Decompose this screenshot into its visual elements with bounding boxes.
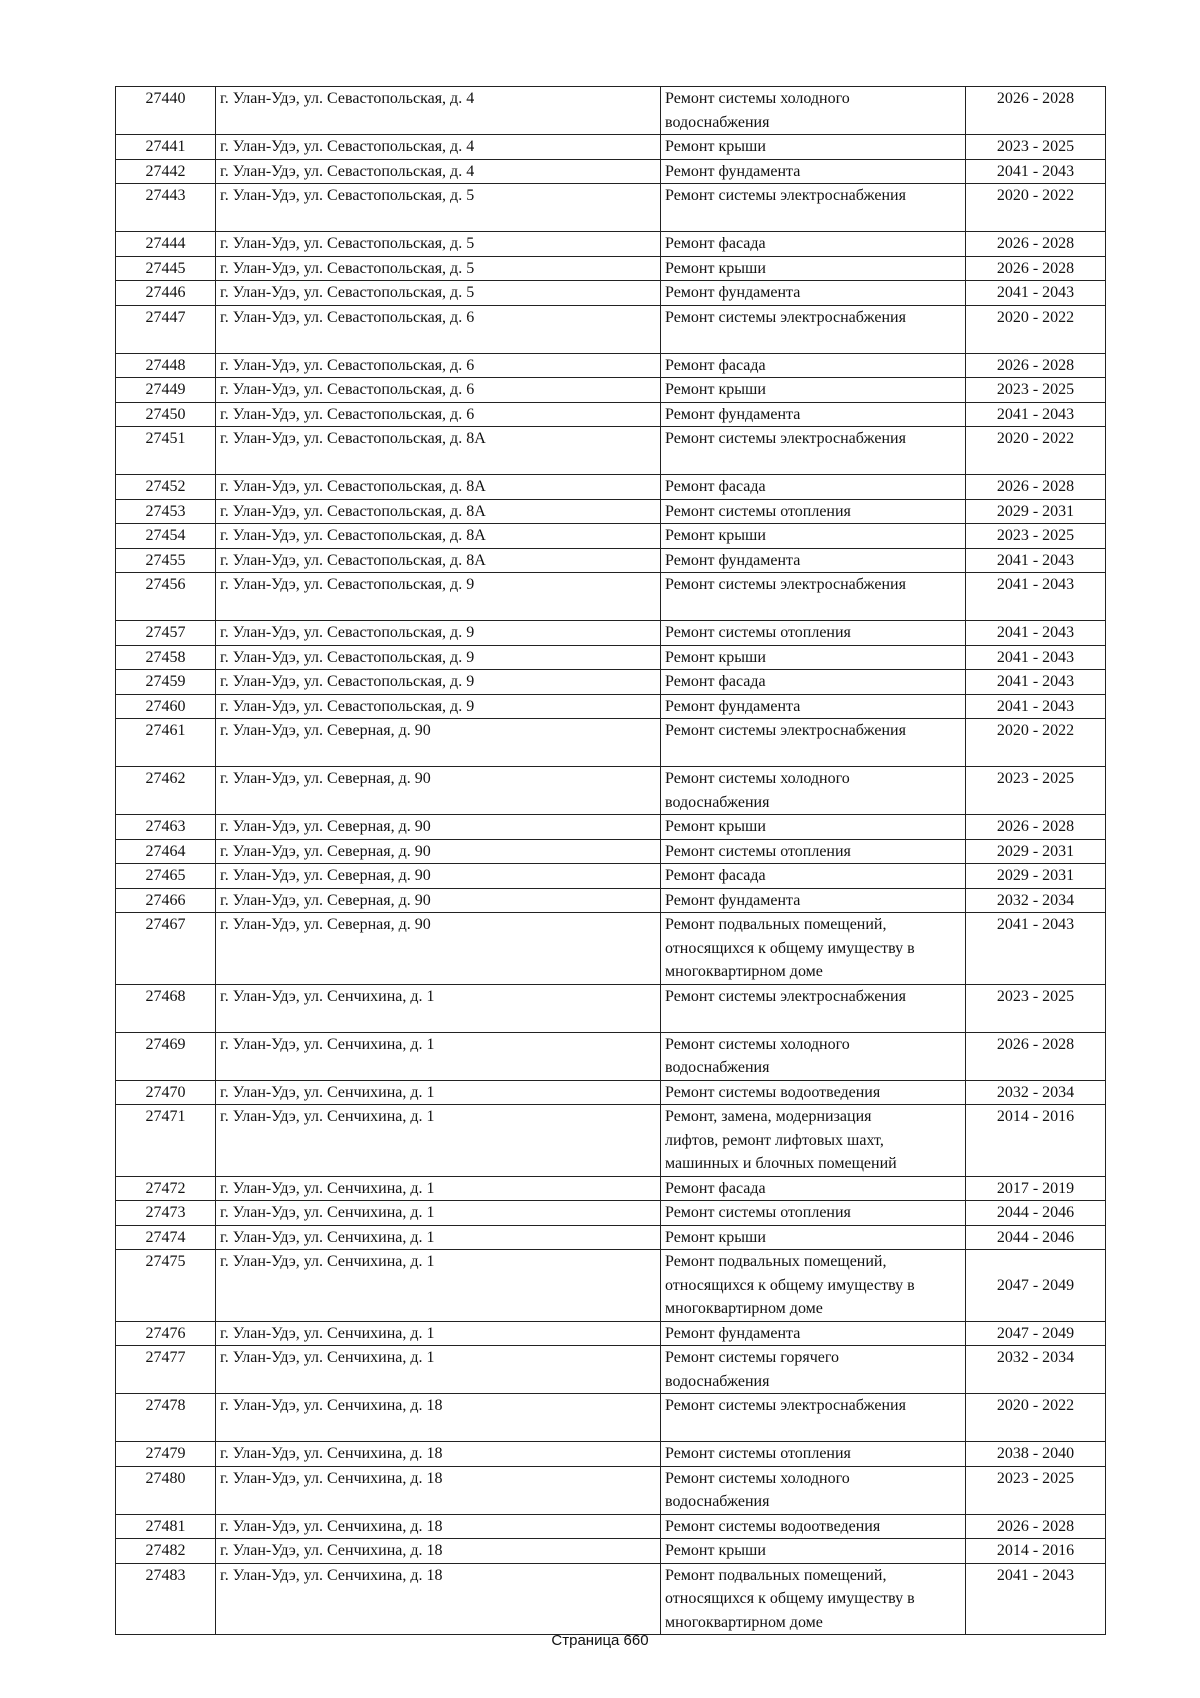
period-cell: 2041 - 2043 [966,694,1106,719]
work-type-cell [661,1539,966,1564]
record-number-cell: 27455 [116,548,216,573]
address-cell: г. Улан-Удэ, ул. Севастопольская, д. 9 [216,645,661,670]
work-type-line: машинных и блочных помещений [665,1155,897,1172]
work-type-line: Ремонт фундамента [665,162,801,180]
work-type-line: Ремонт системы горячего [665,1349,840,1366]
period-cell: 2032 - 2034 [966,888,1106,913]
period-cell: 2020 - 2022 [966,427,1106,475]
work-type-cell [661,159,966,184]
record-number-cell: 27444 [116,232,216,257]
record-number-cell: 27469 [116,1032,216,1080]
work-type-line: Ремонт фундамента [665,1324,801,1342]
record-number-cell: 27459 [116,670,216,695]
period-cell: 2026 - 2028 [966,1514,1106,1539]
work-type-cell [661,1080,966,1105]
work-type-line: Ремонт системы электроснабжения [665,430,906,447]
record-number-cell: 27450 [116,402,216,427]
period-cell: 2047 - 2049 [966,1321,1106,1346]
period-cell: 2020 - 2022 [966,719,1106,767]
address-cell: г. Улан-Удэ, ул. Севастопольская, д. 9 [216,573,661,621]
work-type-cell [661,1032,966,1080]
work-type-line: лифтов, ремонт лифтовых шахт, [665,1131,884,1149]
period-cell: 2023 - 2025 [966,1466,1106,1514]
record-number-cell: 27472 [116,1176,216,1201]
record-number-cell: 27475 [116,1250,216,1322]
table-row [116,524,1106,549]
work-type-line [665,597,961,621]
table-row [116,815,1106,840]
record-number-cell: 27460 [116,694,216,719]
work-type-cell [661,888,966,913]
work-type-cell [661,524,966,549]
address-cell: г. Улан-Удэ, ул. Севастопольская, д. 5 [216,256,661,281]
work-type-line: Ремонт системы отопления [665,842,851,860]
work-type-line: Ремонт системы электроснабжения [665,576,906,593]
page-number: Страница 660 [551,1632,649,1649]
address-cell: г. Улан-Удэ, ул. Севастопольская, д. 8А [216,548,661,573]
period-cell: 2026 - 2028 [966,475,1106,500]
record-number-cell: 27448 [116,353,216,378]
document-page [115,86,1105,1635]
work-type-line: Ремонт подвальных помещений, [665,1566,887,1584]
table-row [116,1346,1106,1394]
record-number-cell: 27454 [116,524,216,549]
table-row [116,402,1106,427]
period-cell: 2023 - 2025 [966,524,1106,549]
period-cell: 2026 - 2028 [966,256,1106,281]
work-type-cell [661,984,966,1032]
record-number-cell: 27476 [116,1321,216,1346]
table-row [116,645,1106,670]
work-type-line: водоснабжения [665,1493,770,1510]
table-row [116,767,1106,815]
record-number-cell: 27443 [116,184,216,232]
record-number-cell: 27473 [116,1201,216,1226]
work-type-line: водоснабжения [665,1059,770,1076]
work-type-cell [661,87,966,135]
work-type-cell [661,378,966,403]
work-type-cell [661,402,966,427]
work-type-line: Ремонт крыши [665,1228,766,1246]
record-number-cell: 27481 [116,1514,216,1539]
work-type-line: Ремонт фасада [665,235,766,252]
table-row [116,305,1106,353]
work-type-line: Ремонт системы электроснабжения [665,722,906,739]
work-type-line: Ремонт крыши [665,138,766,155]
work-type-line [665,1418,961,1442]
address-cell: г. Улан-Удэ, ул. Сенчихина, д. 18 [216,1539,661,1564]
table-row [116,159,1106,184]
work-type-line [665,329,961,353]
table-row [116,378,1106,403]
period-cell: 2014 - 2016 [966,1539,1106,1564]
repair-schedule-table [115,86,1106,1635]
record-number-cell: 27456 [116,573,216,621]
work-type-cell [661,864,966,889]
address-cell: г. Улан-Удэ, ул. Севастопольская, д. 9 [216,694,661,719]
work-type-cell [661,135,966,160]
work-type-line: Ремонт фундамента [665,284,801,301]
address-cell: г. Улан-Удэ, ул. Севастопольская, д. 6 [216,353,661,378]
address-cell: г. Улан-Удэ, ул. Севастопольская, д. 9 [216,621,661,646]
work-type-line: Ремонт крыши [665,259,766,277]
work-type-line: Ремонт крыши [665,648,766,666]
period-cell: 2023 - 2025 [966,135,1106,160]
record-number-cell: 27449 [116,378,216,403]
table-row [116,1514,1106,1539]
period-cell: 2020 - 2022 [966,184,1106,232]
work-type-line: Ремонт системы электроснабжения [665,987,906,1005]
work-type-cell [661,1321,966,1346]
work-type-cell [661,281,966,306]
work-type-line: многоквартирном доме [665,1613,823,1631]
table-body [116,87,1106,1635]
table-row [116,87,1106,135]
period-cell: 2026 - 2028 [966,232,1106,257]
work-type-line: относящихся к общему имуществу в [665,1276,915,1294]
work-type-cell [661,1466,966,1514]
address-cell: г. Улан-Удэ, ул. Севастопольская, д. 6 [216,378,661,403]
work-type-line: Ремонт подвальных помещений, [665,916,887,933]
work-type-cell [661,913,966,985]
work-type-cell [661,645,966,670]
work-type-line: Ремонт фасада [665,867,766,884]
work-type-line: Ремонт системы холодного [665,1469,850,1487]
table-row [116,719,1106,767]
period-cell: 2044 - 2046 [966,1225,1106,1250]
table-row [116,475,1106,500]
address-cell: г. Улан-Удэ, ул. Сенчихина, д. 18 [216,1442,661,1467]
table-row [116,1321,1106,1346]
address-cell: г. Улан-Удэ, ул. Сенчихина, д. 1 [216,1080,661,1105]
work-type-cell [661,1201,966,1226]
table-row [116,1032,1106,1080]
work-type-line: Ремонт крыши [665,381,766,398]
address-cell: г. Улан-Удэ, ул. Севастопольская, д. 4 [216,87,661,135]
address-cell: г. Улан-Удэ, ул. Сенчихина, д. 18 [216,1466,661,1514]
work-type-cell [661,839,966,864]
record-number-cell: 27452 [116,475,216,500]
period-cell: 2041 - 2043 [966,573,1106,621]
work-type-line: Ремонт системы холодного [665,770,850,787]
work-type-line: Ремонт фасада [665,478,766,495]
work-type-line: Ремонт системы электроснабжения [665,1397,906,1414]
table-row [116,1539,1106,1564]
period-cell: 2023 - 2025 [966,378,1106,403]
work-type-line: Ремонт подвальных помещений, [665,1253,887,1270]
table-row [116,888,1106,913]
work-type-cell [661,184,966,232]
period-cell: 2041 - 2043 [966,402,1106,427]
table-row [116,548,1106,573]
address-cell: г. Улан-Удэ, ул. Северная, д. 90 [216,839,661,864]
work-type-line: Ремонт фундамента [665,891,801,909]
address-cell: г. Улан-Удэ, ул. Сенчихина, д. 1 [216,1032,661,1080]
period-cell: 2041 - 2043 [966,548,1106,573]
address-cell: г. Улан-Удэ, ул. Сенчихина, д. 1 [216,1176,661,1201]
table-row [116,1105,1106,1177]
address-cell: г. Улан-Удэ, ул. Севастопольская, д. 4 [216,135,661,160]
work-type-cell [661,305,966,353]
address-cell: г. Улан-Удэ, ул. Сенчихина, д. 18 [216,1394,661,1442]
period-cell: 2020 - 2022 [966,1394,1106,1442]
record-number-cell: 27480 [116,1466,216,1514]
record-number-cell: 27479 [116,1442,216,1467]
work-type-cell [661,427,966,475]
period-cell: 2023 - 2025 [966,984,1106,1032]
table-row [116,1394,1106,1442]
work-type-line [665,743,961,767]
record-number-cell: 27440 [116,87,216,135]
period-cell: 2038 - 2040 [966,1442,1106,1467]
work-type-cell [661,256,966,281]
period-cell: 2041 - 2043 [966,670,1106,695]
work-type-cell [661,767,966,815]
period-cell: 2032 - 2034 [966,1346,1106,1394]
period-cell: 2026 - 2028 [966,87,1106,135]
work-type-line [665,208,961,232]
work-type-line [665,1008,961,1032]
record-number-cell: 27466 [116,888,216,913]
record-number-cell: 27474 [116,1225,216,1250]
address-cell: г. Улан-Удэ, ул. Сенчихина, д. 18 [216,1514,661,1539]
period-cell: 2041 - 2043 [966,645,1106,670]
table-row [116,1563,1106,1635]
record-number-cell: 27470 [116,1080,216,1105]
address-cell: г. Улан-Удэ, ул. Севастопольская, д. 9 [216,670,661,695]
record-number-cell: 27453 [116,499,216,524]
record-number-cell: 27483 [116,1563,216,1635]
work-type-line: Ремонт фасада [665,356,766,374]
work-type-cell [661,573,966,621]
record-number-cell: 27465 [116,864,216,889]
period-cell: 2041 - 2043 [966,159,1106,184]
work-type-line: Ремонт системы водоотведения [665,1083,881,1101]
record-number-cell: 27471 [116,1105,216,1177]
record-number-cell: 27446 [116,281,216,306]
period-cell: 2029 - 2031 [966,499,1106,524]
address-cell: г. Улан-Удэ, ул. Севастопольская, д. 6 [216,305,661,353]
work-type-line: Ремонт фундамента [665,697,801,715]
work-type-cell [661,815,966,840]
address-cell: г. Улан-Удэ, ул. Сенчихина, д. 1 [216,1250,661,1322]
table-row [116,353,1106,378]
address-cell: г. Улан-Удэ, ул. Севастопольская, д. 5 [216,281,661,306]
record-number-cell: 27477 [116,1346,216,1394]
work-type-line: водоснабжения [665,113,770,131]
work-type-line: Ремонт системы холодного [665,1035,850,1053]
record-number-cell: 27461 [116,719,216,767]
address-cell: г. Улан-Удэ, ул. Северная, д. 90 [216,864,661,889]
work-type-line: относящихся к общему имуществу в [665,939,915,957]
record-number-cell: 27445 [116,256,216,281]
period-cell: 2023 - 2025 [966,767,1106,815]
address-cell: г. Улан-Удэ, ул. Севастопольская, д. 8А [216,427,661,475]
table-row [116,839,1106,864]
table-row [116,694,1106,719]
table-row [116,573,1106,621]
table-row [116,670,1106,695]
table-row [116,1201,1106,1226]
record-number-cell: 27468 [116,984,216,1032]
work-type-cell [661,1176,966,1201]
work-type-cell [661,1442,966,1467]
work-type-line: Ремонт системы отопления [665,624,851,641]
work-type-line: Ремонт, замена, модернизация [665,1108,872,1125]
record-number-cell: 27463 [116,815,216,840]
work-type-cell [661,548,966,573]
period-cell: 2047 - 2049 [966,1250,1106,1322]
record-number-cell: 27442 [116,159,216,184]
work-type-line: Ремонт системы электроснабжения [665,187,906,204]
table-row [116,427,1106,475]
work-type-cell [661,694,966,719]
work-type-cell [661,475,966,500]
work-type-line: многоквартирном доме [665,1300,823,1317]
table-row [116,1176,1106,1201]
work-type-line: Ремонт системы отопления [665,502,851,520]
record-number-cell: 27482 [116,1539,216,1564]
table-row [116,1080,1106,1105]
work-type-line: Ремонт фасада [665,1179,766,1197]
work-type-line: Ремонт системы отопления [665,1445,851,1462]
period-cell: 2014 - 2016 [966,1105,1106,1177]
period-cell: 2041 - 2043 [966,621,1106,646]
work-type-line: Ремонт фундамента [665,551,801,569]
work-type-line: Ремонт фундамента [665,405,801,423]
address-cell: г. Улан-Удэ, ул. Сенчихина, д. 1 [216,1105,661,1177]
record-number-cell: 27451 [116,427,216,475]
work-type-cell [661,1105,966,1177]
address-cell: г. Улан-Удэ, ул. Севастопольская, д. 8А [216,524,661,549]
address-cell: г. Улан-Удэ, ул. Севастопольская, д. 8А [216,499,661,524]
period-cell: 2026 - 2028 [966,1032,1106,1080]
work-type-line: Ремонт крыши [665,818,766,835]
work-type-line: Ремонт крыши [665,527,766,544]
period-cell: 2029 - 2031 [966,864,1106,889]
table-row [116,621,1106,646]
record-number-cell: 27467 [116,913,216,985]
period-cell: 2029 - 2031 [966,839,1106,864]
work-type-line [665,451,961,475]
record-number-cell: 27458 [116,645,216,670]
table-row [116,1225,1106,1250]
table-row [116,864,1106,889]
record-number-cell: 27457 [116,621,216,646]
work-type-cell [661,670,966,695]
work-type-cell [661,719,966,767]
table-row [116,281,1106,306]
work-type-cell [661,232,966,257]
table-row [116,984,1106,1032]
period-cell: 2041 - 2043 [966,1563,1106,1635]
address-cell: г. Улан-Удэ, ул. Сенчихина, д. 1 [216,1346,661,1394]
address-cell: г. Улан-Удэ, ул. Сенчихина, д. 1 [216,984,661,1032]
work-type-cell [661,1514,966,1539]
work-type-cell [661,1346,966,1394]
record-number-cell: 27447 [116,305,216,353]
address-cell: г. Улан-Удэ, ул. Сенчихина, д. 18 [216,1563,661,1635]
record-number-cell: 27464 [116,839,216,864]
table-row [116,1466,1106,1514]
table-row [116,184,1106,232]
work-type-line: Ремонт системы водоотведения [665,1517,881,1535]
address-cell: г. Улан-Удэ, ул. Сенчихина, д. 1 [216,1321,661,1346]
address-cell: г. Улан-Удэ, ул. Севастопольская, д. 5 [216,232,661,257]
work-type-line: Ремонт системы холодного [665,90,850,107]
address-cell: г. Улан-Удэ, ул. Севастопольская, д. 8А [216,475,661,500]
record-number-cell: 27441 [116,135,216,160]
work-type-line: водоснабжения [665,1372,770,1390]
table-row [116,232,1106,257]
table-row [116,1442,1106,1467]
work-type-line: водоснабжения [665,793,770,811]
address-cell: г. Улан-Удэ, ул. Северная, д. 90 [216,719,661,767]
address-cell: г. Улан-Удэ, ул. Севастопольская, д. 5 [216,184,661,232]
work-type-cell [661,621,966,646]
period-cell: 2026 - 2028 [966,353,1106,378]
address-cell: г. Улан-Удэ, ул. Севастопольская, д. 4 [216,159,661,184]
period-cell: 2026 - 2028 [966,815,1106,840]
work-type-cell [661,353,966,378]
table-row [116,913,1106,985]
table-row [116,256,1106,281]
table-row [116,499,1106,524]
work-type-line: Ремонт крыши [665,1542,766,1559]
address-cell: г. Улан-Удэ, ул. Сенчихина, д. 1 [216,1225,661,1250]
work-type-cell [661,1250,966,1322]
record-number-cell: 27462 [116,767,216,815]
period-cell: 2032 - 2034 [966,1080,1106,1105]
work-type-line: Ремонт системы отопления [665,1204,851,1221]
work-type-line: Ремонт фасада [665,673,766,690]
period-cell: 2041 - 2043 [966,281,1106,306]
period-cell: 2041 - 2043 [966,913,1106,985]
period-cell: 2017 - 2019 [966,1176,1106,1201]
period-cell: 2020 - 2022 [966,305,1106,353]
table-row [116,1250,1106,1322]
address-cell: г. Улан-Удэ, ул. Северная, д. 90 [216,888,661,913]
work-type-cell [661,499,966,524]
work-type-cell [661,1394,966,1442]
address-cell: г. Улан-Удэ, ул. Сенчихина, д. 1 [216,1201,661,1226]
address-cell: г. Улан-Удэ, ул. Северная, д. 90 [216,767,661,815]
period-cell: 2044 - 2046 [966,1201,1106,1226]
table-row [116,135,1106,160]
work-type-line: многоквартирном доме [665,963,823,980]
work-type-line: относящихся к общему имуществу в [665,1590,915,1607]
work-type-cell [661,1225,966,1250]
record-number-cell: 27478 [116,1394,216,1442]
work-type-line: Ремонт системы электроснабжения [665,308,906,326]
address-cell: г. Улан-Удэ, ул. Севастопольская, д. 6 [216,402,661,427]
address-cell: г. Улан-Удэ, ул. Северная, д. 90 [216,815,661,840]
address-cell: г. Улан-Удэ, ул. Северная, д. 90 [216,913,661,985]
work-type-cell [661,1563,966,1635]
